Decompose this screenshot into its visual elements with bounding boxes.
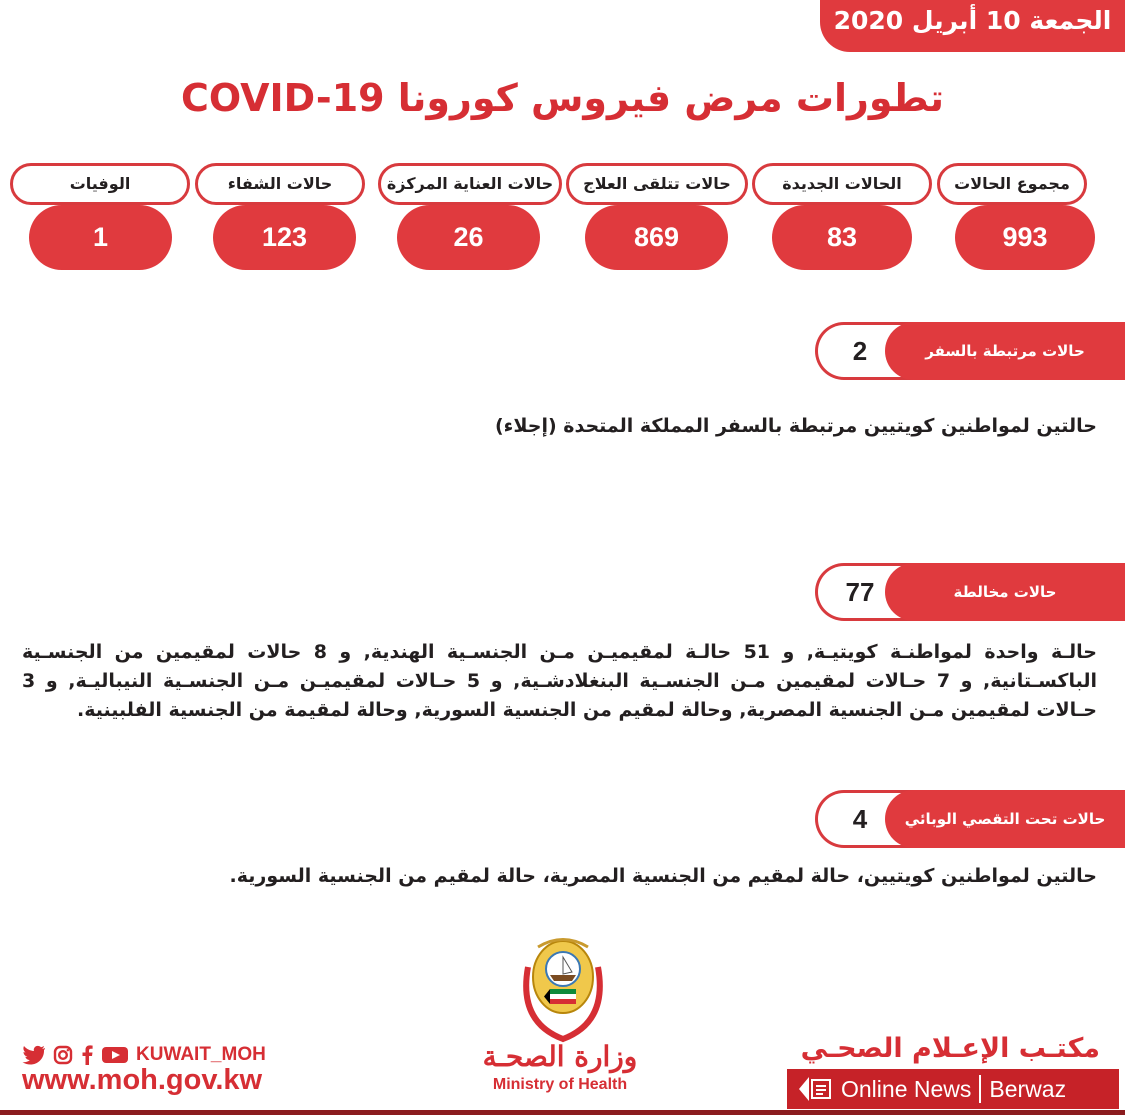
bottom-divider xyxy=(0,1110,1125,1115)
section-travel-header xyxy=(815,322,1125,380)
date-banner xyxy=(820,0,1125,52)
section-travel-text: حالتين لمواطنين كويتيين مرتبطة بالسفر المملكة المتحدة (إجلاء) xyxy=(494,415,1097,437)
office-title: مكتـب الإعـلام الصحـي xyxy=(800,1033,1100,1064)
ministry-emblem-icon xyxy=(498,927,628,1047)
stat-label-icu: حالات العناية المركزة xyxy=(378,163,562,205)
facebook-icon[interactable] xyxy=(80,1045,94,1065)
stat-label-new-cases: الحالات الجديدة xyxy=(752,163,932,205)
section-contact-title: حالات مخالطة xyxy=(885,563,1125,621)
section-investigation-text: حالتين لمواطنين كويتيين، حالة لمقيم من الجنسية المصرية، حالة لمقيم من الجنسية السورية. xyxy=(229,865,1097,887)
section-investigation-header xyxy=(815,790,1125,848)
page-title: تطورات مرض فيروس كورونا COVID-19 xyxy=(180,76,945,120)
stat-label-deaths: الوفيات xyxy=(10,163,190,205)
stat-value-icu: 26 xyxy=(397,205,540,270)
section-investigation-title: حالات تحت التقصي الوبائي xyxy=(885,790,1125,848)
stat-value-under-treatment: 869 xyxy=(585,205,728,270)
website-link[interactable]: www.moh.gov.kw xyxy=(22,1064,263,1096)
ministry-name-english: Ministry of Health xyxy=(492,1076,628,1093)
stat-value-recovered: 123 xyxy=(213,205,356,270)
date-text: الجمعة 10 أبريل 2020 xyxy=(833,6,1112,35)
twitter-icon[interactable] xyxy=(22,1045,46,1065)
section-contact-count: 77 xyxy=(845,577,875,607)
stat-label-under-treatment: حالات تتلقى العلاج xyxy=(566,163,748,205)
section-investigation-count: 4 xyxy=(852,804,868,834)
stat-value-total-cases: 993 xyxy=(955,205,1095,270)
social-handle: KUWAIT_MOH xyxy=(136,1044,266,1065)
stat-value-new-cases: 83 xyxy=(772,205,912,270)
ministry-name-arabic: وزارة الصحـة xyxy=(482,1040,638,1073)
stat-value-deaths: 1 xyxy=(29,205,172,270)
section-travel-title: حالات مرتبطة بالسفر xyxy=(885,322,1125,380)
section-contact-text: حالـة واحدة لمواطنـة كويتيـة, و 51 حالـة لمقيميـن مـن الجنسـية الهندية, و 8 حالات لمقيمين من الجنسـية الباكسـتانية, و 7 حـالات لمقيمين مـن الجنسـية البنغلادشـية, و 5 حـالات لمقيميـن مـن الجنسـية النيباليـة, و 3 حـالات لمقيمين مـن الجنسية المصرية, وحالة لمقيم من الجنسية السورية, وحالة لمقيمة من الجنسية الفلبينية. xyxy=(22,641,1097,721)
watermark-brand: Online News xyxy=(841,1075,972,1102)
stat-label-recovered: حالات الشفاء xyxy=(195,163,365,205)
section-travel-count: 2 xyxy=(852,336,868,366)
berwaz-logo-icon xyxy=(797,1074,833,1104)
watermark-banner xyxy=(787,1069,1119,1109)
stat-label-total-cases: مجموع الحالات xyxy=(937,163,1087,205)
watermark-divider xyxy=(979,1075,981,1103)
watermark-name: Berwaz xyxy=(989,1075,1067,1102)
instagram-icon[interactable] xyxy=(53,1045,73,1065)
section-contact-header xyxy=(815,563,1125,621)
youtube-icon[interactable] xyxy=(101,1045,129,1065)
